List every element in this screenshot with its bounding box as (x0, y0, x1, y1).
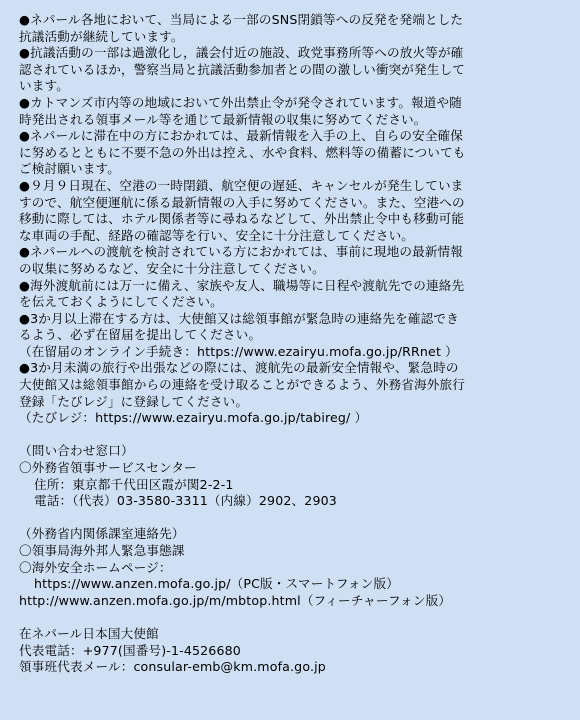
consular-center-name: 〇外務省領事サービスセンター (19, 460, 197, 476)
advisory-line: ●ネパール各地において、当局による一部のSNS閉鎖等への反発を発端とした (19, 12, 464, 27)
consular-center-phone: 電話：（代表）03-3580-3311（内線）2902、2903 (34, 493, 337, 509)
safety-homepage-pc-url[interactable]: https://www.anzen.mofa.go.jp/（PC版・スマートフォン版） (34, 576, 399, 592)
advisory-line: ●カトマンズ市内等の地域において外出禁止令が発令されています。報道や随 (19, 94, 463, 110)
advisory-line: を伝えておくようにしてください。 (19, 294, 223, 310)
spacer (19, 427, 564, 444)
advisory-line: 登録「たびレジ」に登録してください。 (19, 393, 249, 409)
contacts-section (19, 526, 564, 609)
advisory-section (19, 12, 564, 427)
advisory-line: ●ネパールへの渡航を検討されている方におかれては、事前に現地の最新情報 (19, 244, 464, 260)
advisory-line: います。 (19, 78, 69, 94)
embassy-email[interactable]: 領事班代表メール：consular-emb@km.mofa.go.jp (19, 659, 326, 675)
emergency-division: 〇領事局海外邦人緊急事態課 (19, 543, 185, 558)
spacer (19, 510, 564, 527)
advisory-line: すので、航空便運航に係る最新情報の入手に努めてください。また、空港への (19, 194, 465, 210)
advisory-line: ご検討願います。 (19, 161, 120, 177)
safety-homepage-label: 〇海外安全ホームページ： (19, 559, 172, 575)
inquiry-heading: （問い合わせ窓口） (19, 443, 134, 459)
contacts-heading: （外務省内関係課室連絡先） (19, 526, 185, 542)
advisory-line: ●ネパールに滞在中の方におかれては、最新情報を入手の上、自らの安全確保 (19, 128, 464, 144)
advisory-line: に努めるとともに不要不急の外出は控え、水や食料、燃料等の備蓄についても (19, 144, 466, 160)
advisory-line: ●９月９日現在、空港の一時閉鎖、航空便の遅延、キャンセルが発生していま (19, 177, 464, 193)
advisory-line: 時発出される領事メール等を通じて最新情報の収集に努めてください。 (19, 111, 427, 127)
advisory-line: 認されているほか，警察当局と抗議活動参加者との間の激しい衝突が発生して (19, 61, 466, 77)
advisory-line: 抗議活動が継続しています。 (19, 28, 184, 44)
advisory-line: るよう、必ず在留届を提出してください。 (19, 327, 262, 343)
advisory-line: （たびレジ：https://www.ezairyu.mofa.go.jp/tabireg/ ） (19, 410, 368, 426)
advisory-line: ●海外渡航前には万一に備え、家族や友人、職場等に日程や渡航先での連絡先 (19, 277, 465, 293)
advisory-line: ●3か月未満の旅行や出張などの際には、渡航先の最新安全情報や、緊急時の (19, 360, 459, 376)
embassy-name: 在ネパール日本国大使館 (19, 625, 159, 641)
advisory-line: ●3か月以上滞在する方は、大使館又は総領事館が緊急時の連絡先を確認でき (19, 310, 459, 326)
embassy-section (19, 626, 564, 676)
consular-center-address: 住所：東京都千代田区霞が関2-2-1 (34, 476, 234, 492)
advisory-line: の収集に努めるなど、安全に十分注意してください。 (19, 260, 325, 276)
embassy-phone: 代表電話：+977(国番号)-1-4526680 (19, 642, 241, 658)
advisory-line: （在留届のオンライン手続き：https://www.ezairyu.mofa.go.jp/RRnet ） (19, 343, 458, 359)
advisory-line: 移動に際しては、ホテル関係者等に尋ねるなどして、外出禁止令中も移動可能 (19, 211, 465, 227)
safety-homepage-mobile-url[interactable]: http://www.anzen.mofa.go.jp/m/mbtop.html（フィーチャーフォン版） (19, 592, 452, 608)
advisory-line: 大使館又は総領事館からの連絡を受け取ることができるよう、外務省海外旅行 (19, 377, 466, 393)
advisory-line: な車両の手配、経路の確認等を行い、安全に十分注意してください。 (19, 227, 415, 243)
inquiry-section (19, 443, 564, 509)
spacer (19, 609, 564, 626)
advisory-line: ●抗議活動の一部は過激化し，議会付近の施設、政党事務所等への放火等が確 (19, 45, 464, 61)
